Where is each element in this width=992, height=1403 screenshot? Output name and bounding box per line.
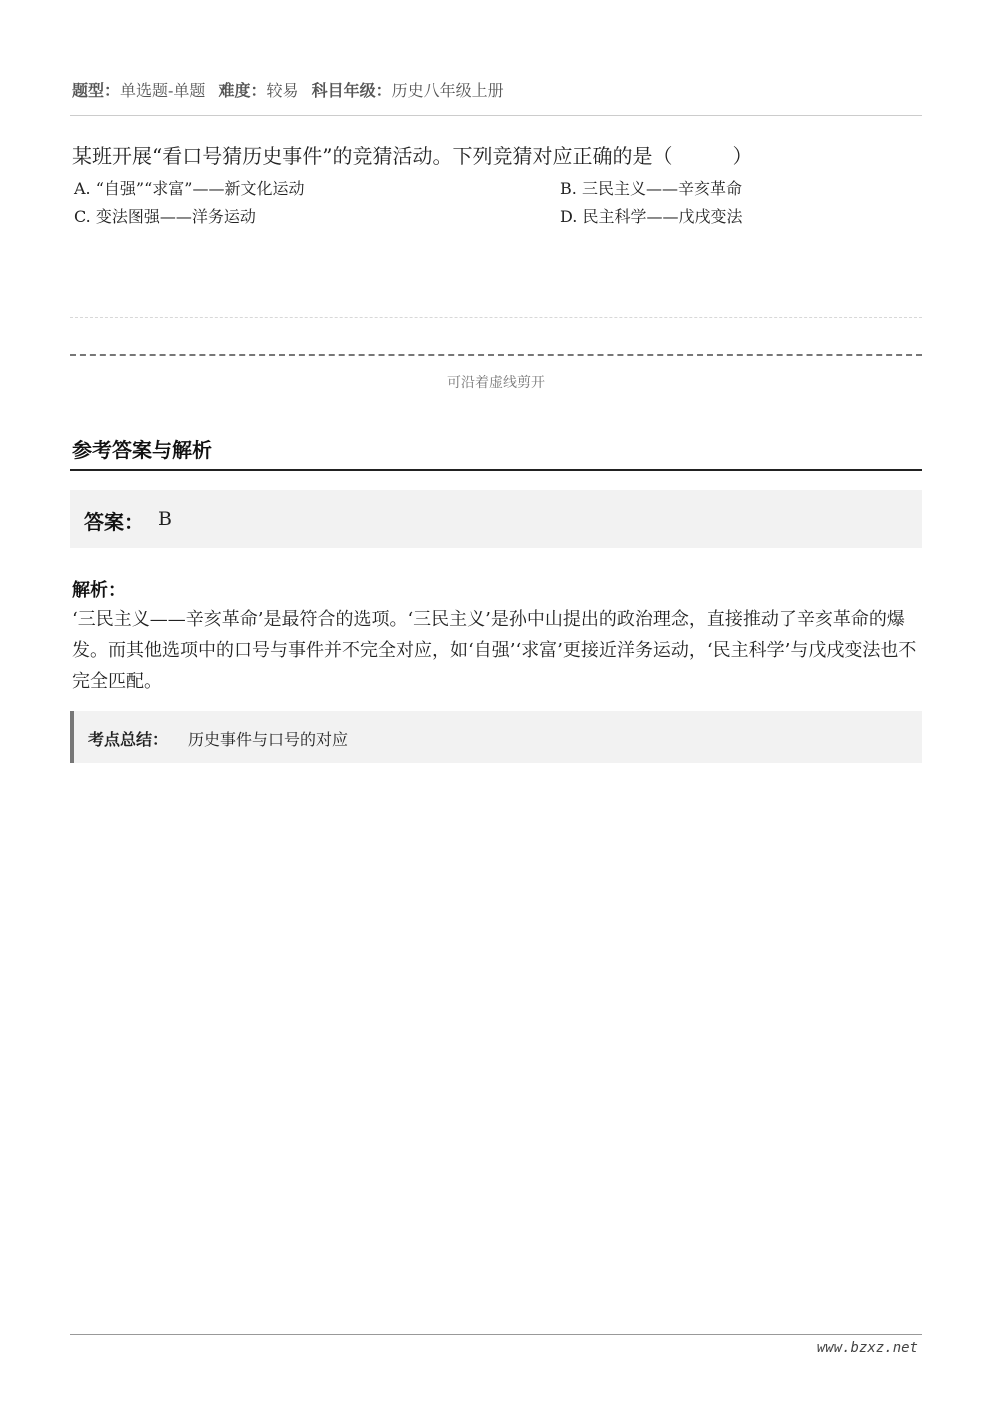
cut-dashed-line [70,354,922,356]
analysis-text: ‘三民主义——辛亥革命’是最符合的选项。‘三民主义’是孙中山提出的政治理念，直接推动了辛亥革命的爆发。而其他选项中的口号与事件并不完全对应，如‘自强’‘求富’更接近洋务运动，‘民主科学’与戊戌变法也不完全匹配。 [72,609,917,692]
question-meta [72,78,512,101]
type-value: 单选题-单题 [120,81,206,100]
subject-label: 科目年级： [311,81,392,100]
answer-label: 答案： [84,510,144,534]
type-label: 题型： [72,81,121,100]
summary-value: 历史事件与口号的对应 [188,730,349,749]
section-divider [70,469,922,471]
difficulty-label: 难度： [218,81,267,100]
footer-site: www.bzxz.net [816,1340,918,1356]
header-divider [70,115,922,116]
light-dashed-line [70,317,922,318]
difficulty-value: 较易 [266,81,299,100]
option-a [74,176,304,199]
option-b [560,176,742,199]
footer-divider [70,1334,922,1335]
summary-box [70,711,922,763]
answer-section-title: 参考答案与解析 [72,438,212,462]
option-a-letter: A. [74,179,91,198]
option-c-letter: C. [74,207,91,226]
option-b-text: 三民主义——辛亥革命 [581,179,742,198]
option-d-text: 民主科学——戊戌变法 [582,207,743,226]
option-b-letter: B. [560,179,577,198]
cut-hint: 可沿着虚线剪开 [447,375,545,391]
answer-value: B [158,508,172,530]
question-stem: 某班开展“看口号猜历史事件”的竞猜活动。下列竞猜对应正确的是（ ） [72,144,753,168]
answer-box [70,490,922,548]
option-c [74,204,256,227]
analysis-label: 解析： [72,580,126,601]
option-a-text: “自强”“求富”——新文化运动 [95,179,305,198]
option-c-text: 变法图强——洋务运动 [95,207,256,226]
option-d-letter: D. [560,207,578,226]
summary-label: 考点总结： [88,730,169,749]
subject-value: 历史八年级上册 [391,81,504,100]
option-d [560,204,742,227]
